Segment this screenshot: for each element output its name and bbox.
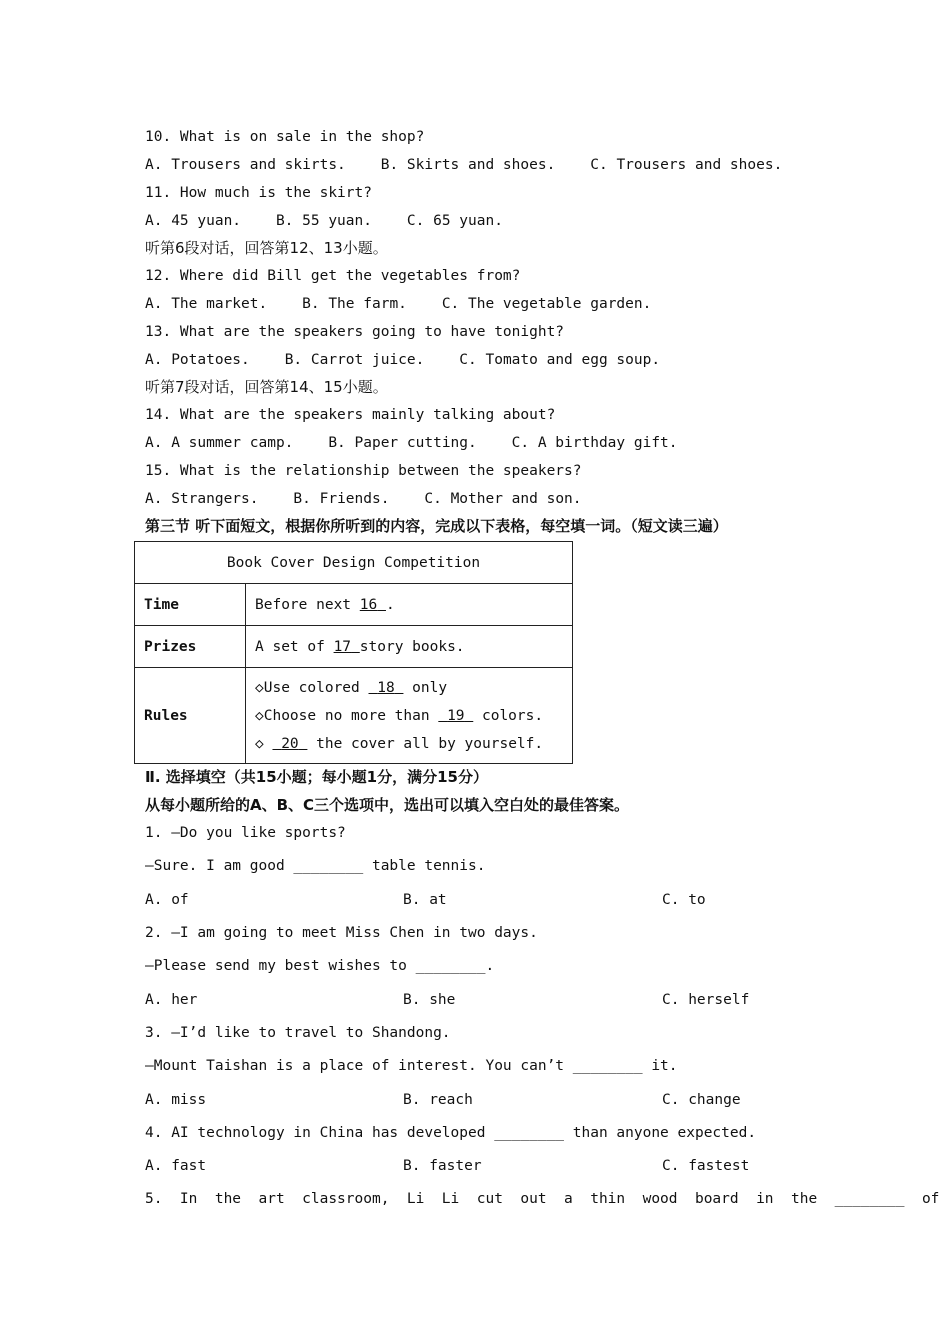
blank-16: 16 [359, 596, 378, 613]
option-b: B. faster [403, 1158, 482, 1174]
grammar-q5-line1: 5. In the art classroom, Li Li cut out a thin wood board in the ________ of [145, 1191, 940, 1207]
section-3-heading: 第三节 听下面短文，根据你所听到的内容，完成以下表格，每空填一词。（短文读三遍） [145, 517, 728, 535]
blank-17: 17 [333, 638, 352, 655]
question-12-options [145, 294, 651, 314]
question-12: 12. Where did Bill get the vegetables from? [145, 268, 521, 284]
question-13-options [145, 350, 660, 370]
question-14: 14. What are the speakers mainly talking about? [145, 407, 556, 423]
prizes-label: Prizes [135, 626, 246, 668]
grammar-q1-line1: 1. —Do you like sports? [145, 825, 346, 841]
grammar-q4-line1: 4. AI technology in China has developed ________ than anyone expected. [145, 1125, 757, 1141]
rules-label: Rules [135, 668, 246, 764]
option-b: B. Paper cutting. [328, 435, 477, 451]
option-a: A. miss [145, 1092, 207, 1108]
table-title: Book Cover Design Competition [135, 542, 573, 584]
prizes-value: A set of 17 story books. [246, 626, 573, 668]
question-13: 13. What are the speakers going to have tonight? [145, 324, 565, 340]
option-a: A. Strangers. [145, 491, 259, 507]
blank-19: 19 [447, 707, 465, 724]
option-c: C. Mother and son. [424, 491, 582, 507]
grammar-q2-line2: —Please send my best wishes to ________. [145, 958, 495, 974]
time-label: Time [135, 584, 246, 626]
rule-1: ◇Use colored 18 only [255, 679, 448, 696]
option-b: B. at [403, 892, 447, 908]
option-c: C. Trousers and shoes. [590, 157, 783, 173]
option-b: B. The farm. [302, 296, 407, 312]
option-b: B. Skirts and shoes. [380, 157, 556, 173]
part-2-title: Ⅱ. 选择填空（共15小题；每小题1分，满分15分） [145, 768, 488, 786]
option-a: A. The market. [145, 296, 268, 312]
question-15-options [145, 489, 582, 509]
grammar-q1-line2: —Sure. I am good ________ table tennis. [145, 858, 486, 874]
option-a: A. her [145, 992, 198, 1008]
option-b: B. Carrot juice. [284, 352, 425, 368]
dialog-7-instruction: 听第7段对话，回答第14、15小题。 [145, 378, 388, 396]
grammar-q3-line2: —Mount Taishan is a place of interest. You can’t ________ it. [145, 1058, 678, 1074]
table-row-prizes [135, 626, 573, 668]
question-15: 15. What is the relationship between the speakers? [145, 463, 582, 479]
grammar-q2-line1: 2. —I am going to meet Miss Chen in two days. [145, 925, 538, 941]
option-c: C. to [662, 892, 706, 908]
option-c: C. change [662, 1092, 741, 1108]
rules-value [246, 668, 573, 764]
competition-table [134, 541, 573, 764]
question-11-options [145, 211, 503, 231]
option-a: A. Trousers and skirts. [145, 157, 346, 173]
part-2-description: 从每小题所给的A、B、C三个选项中，选出可以填入空白处的最佳答案。 [145, 796, 630, 814]
option-a: A. fast [145, 1158, 207, 1174]
option-c: C. Tomato and egg soup. [459, 352, 661, 368]
table-row-time [135, 584, 573, 626]
option-b: B. reach [403, 1092, 473, 1108]
option-c: C. A birthday gift. [511, 435, 678, 451]
option-c: C. fastest [662, 1158, 750, 1174]
option-a: A. of [145, 892, 189, 908]
grammar-q3-line1: 3. —I’d like to travel to Shandong. [145, 1025, 451, 1041]
option-c: C. 65 yuan. [406, 213, 503, 229]
option-c: C. The vegetable garden. [441, 296, 652, 312]
blank-18: 18 [377, 679, 395, 696]
rule-3: ◇ 20 the cover all by yourself. [255, 735, 544, 752]
option-a: A. A summer camp. [145, 435, 294, 451]
question-10-options [145, 155, 782, 175]
option-a: A. Potatoes. [145, 352, 250, 368]
option-b: B. Friends. [293, 491, 390, 507]
dialog-6-instruction: 听第6段对话，回答第12、13小题。 [145, 239, 388, 257]
option-c: C. herself [662, 992, 750, 1008]
question-10: 10. What is on sale in the shop? [145, 129, 425, 145]
option-b: B. she [403, 992, 456, 1008]
question-14-options [145, 433, 678, 453]
rule-2: ◇Choose no more than 19 colors. [255, 707, 544, 724]
option-a: A. 45 yuan. [145, 213, 242, 229]
question-11: 11. How much is the skirt? [145, 185, 372, 201]
option-b: B. 55 yuan. [275, 213, 372, 229]
time-value: Before next 16 . [246, 584, 573, 626]
blank-20: 20 [281, 735, 299, 752]
table-row-rules [135, 668, 573, 764]
